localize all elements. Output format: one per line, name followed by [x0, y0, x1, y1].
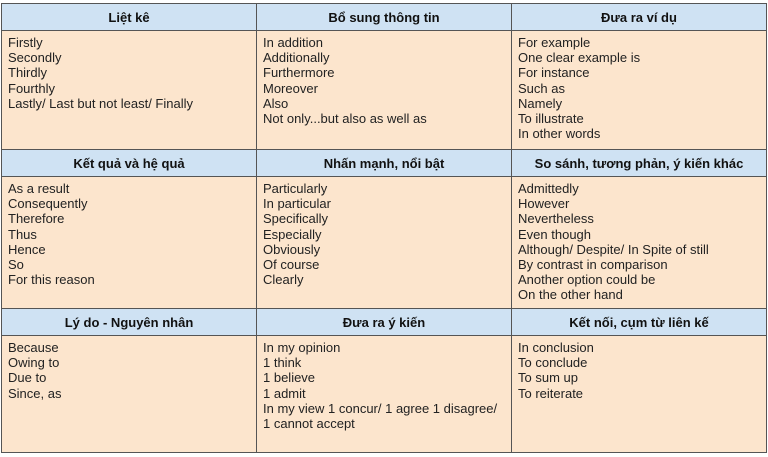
phrase-list-cell	[512, 177, 767, 309]
phrase-item: Hence	[8, 241, 46, 257]
phrase-item: Specifically	[263, 211, 329, 227]
phrase-item: Namely	[518, 95, 563, 111]
phrase-item: In addition	[263, 35, 323, 50]
phrase-item: Owing to	[8, 355, 60, 371]
phrase-item: Thus	[8, 226, 37, 242]
phrase-item: To illustrate	[518, 111, 584, 127]
phrase-item: Furthermore	[263, 65, 335, 81]
phrase-item: Secondly	[8, 50, 62, 66]
phrase-item: Particularly	[263, 181, 328, 196]
phrase-list-cell	[2, 31, 257, 150]
phrase-list-cell	[257, 336, 512, 453]
phrase-item: Such as	[518, 80, 565, 96]
phrase-list-cell	[512, 31, 767, 150]
phrase-item: 1 believe	[263, 370, 316, 386]
phrase-item: Not only...but also as well as	[263, 111, 427, 127]
header-row	[2, 309, 767, 336]
phrase-item: For example	[518, 35, 591, 50]
category-header: Bổ sung thông tin	[257, 4, 512, 31]
phrase-item: On the other hand	[518, 287, 623, 303]
phrase-item: Also	[263, 95, 289, 111]
phrase-item: For this reason	[8, 272, 95, 288]
phrase-item: Even though	[518, 226, 592, 242]
phrase-item: Additionally	[263, 50, 330, 66]
phrase-item: However	[518, 196, 570, 212]
phrase-item: In particular	[263, 196, 331, 212]
phrase-list-cell	[2, 177, 257, 309]
phrase-item: So	[8, 257, 24, 273]
phrase-item: In my opinion	[263, 340, 341, 355]
category-header: Kết nối, cụm từ liên kế	[512, 309, 767, 336]
phrase-item: Thirdly	[8, 65, 48, 81]
phrase-item: In other words	[518, 126, 601, 142]
phrase-item: Especially	[263, 226, 322, 242]
phrases-row	[2, 336, 767, 453]
phrase-item: Fourthly	[8, 80, 55, 96]
category-header: Kết quả và hệ quả	[2, 150, 257, 177]
phrase-item: Although/ Despite/ In Spite of still	[518, 241, 709, 257]
header-row	[2, 4, 767, 31]
phrase-list-cell	[257, 177, 512, 309]
phrase-list-cell	[257, 31, 512, 150]
phrase-item: Because	[8, 340, 59, 355]
phrase-item: For instance	[518, 65, 590, 81]
phrase-item: Firstly	[8, 35, 43, 50]
phrase-item: In conclusion	[518, 340, 594, 355]
phrase-item: 1 think	[263, 355, 302, 371]
category-header: Đưa ra ví dụ	[512, 4, 767, 31]
phrase-item: Consequently	[8, 196, 88, 212]
phrase-item: By contrast in comparison	[518, 257, 668, 273]
phrase-item: Therefore	[8, 211, 65, 227]
phrase-item: Due to	[8, 370, 47, 386]
phrase-item: Lastly/ Last but not least/ Finally	[8, 95, 193, 111]
phrase-item: As a result	[8, 181, 70, 196]
phrase-item: 1 admit	[263, 385, 306, 401]
category-header: So sánh, tương phản, ý kiến khác	[512, 150, 767, 177]
category-header: Đưa ra ý kiến	[257, 309, 512, 336]
phrase-item: To conclude	[518, 355, 588, 371]
phrase-item: Obviously	[263, 241, 321, 257]
phrase-list-cell	[2, 336, 257, 453]
phrase-item: Admittedly	[518, 181, 579, 196]
category-header: Nhấn mạnh, nổi bật	[257, 150, 512, 177]
phrases-row	[2, 177, 767, 309]
category-header: Liệt kê	[2, 4, 257, 31]
phrase-item: Moreover	[263, 80, 318, 96]
phrases-row	[2, 31, 767, 150]
header-row	[2, 150, 767, 177]
category-header: Lý do - Nguyên nhân	[2, 309, 257, 336]
phrase-item: Clearly	[263, 272, 304, 288]
phrase-item: To reiterate	[518, 385, 584, 401]
phrase-item: Of course	[263, 257, 320, 273]
phrase-list-cell	[512, 336, 767, 453]
phrase-item: Another option could be	[518, 272, 656, 288]
phrase-item: Nevertheless	[518, 211, 594, 227]
phrase-item: One clear example is	[518, 50, 641, 66]
phrase-item: In my view 1 concur/ 1 agree 1 disagree/ 1 cannot accept	[263, 400, 498, 432]
phrase-item: Since, as	[8, 385, 62, 401]
phrase-item: To sum up	[518, 370, 578, 386]
linking-words-table	[1, 3, 767, 453]
